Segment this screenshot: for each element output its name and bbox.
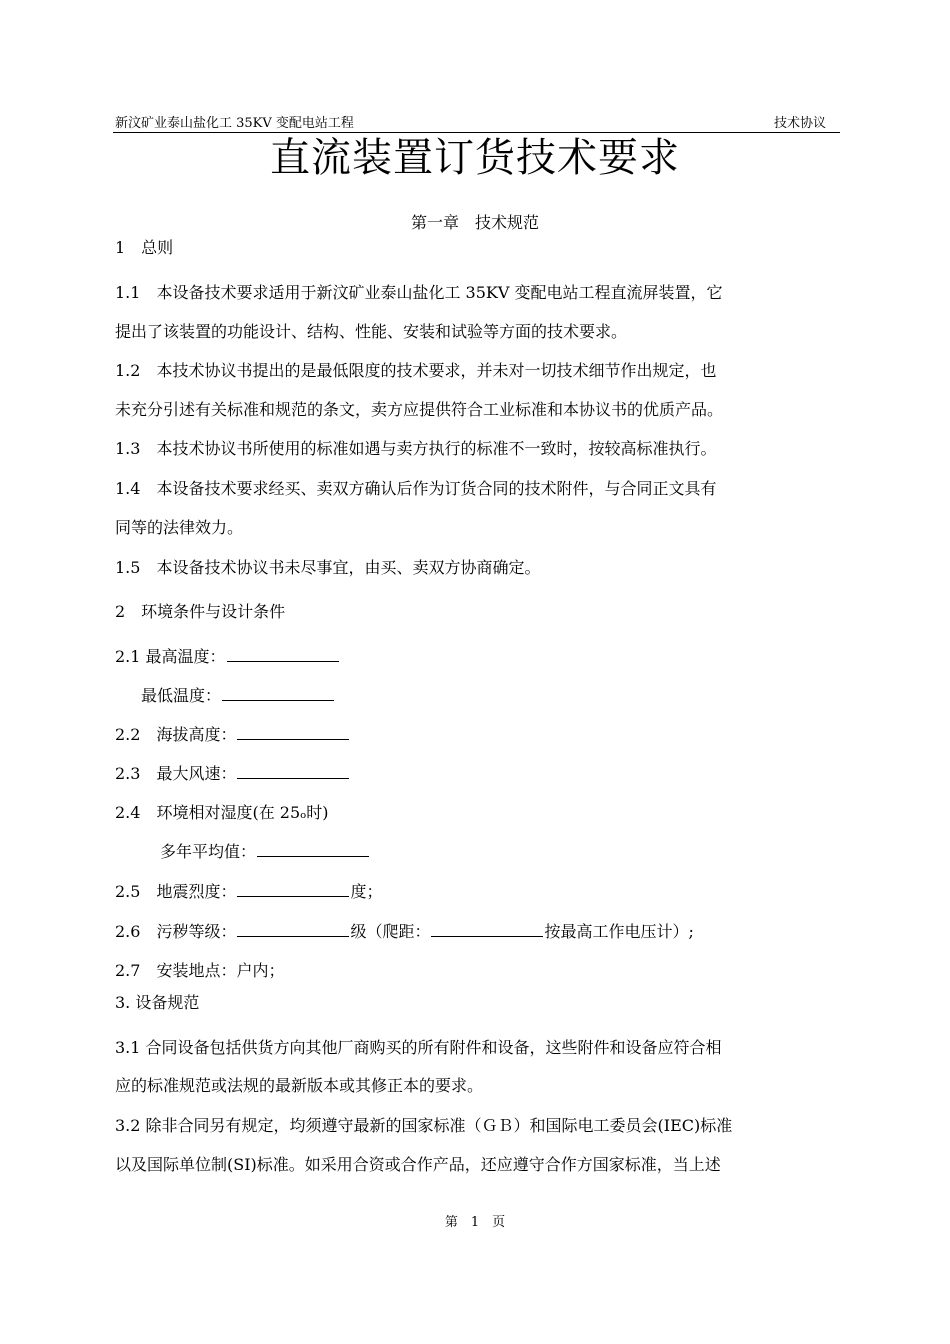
- page-number: 第 1 页: [444, 1215, 506, 1230]
- section-3-heading: 3. 设备规范: [115, 993, 200, 1012]
- annual-average-blank: [257, 840, 369, 857]
- min-temp-label: 最低温度：: [141, 686, 222, 705]
- clause-1-1-line-1: 1.1 本设备技术要求适用于新汶矿业泰山盐化工 35KV 变配电站工程直流屏装置，它: [115, 283, 723, 302]
- clause-3-1-line-2: 应的标准规范或法规的最新版本或其修正本的要求。: [115, 1076, 484, 1095]
- max-temp-blank: [227, 645, 339, 662]
- section-1-heading: 1 总则: [115, 238, 174, 257]
- clause-2-1-min-temp: [141, 684, 335, 708]
- clause-3-2-line-2: 以及国际单位制(SI)标准。如采用合资或合作产品，还应遵守合作方国家标准，当上述: [115, 1155, 721, 1174]
- seismic-label: 2.5 地震烈度：: [115, 882, 237, 901]
- clause-3-1-line-1: 3.1 合同设备包括供货方向其他厂商购买的所有附件和设备，这些附件和设备应符合相: [115, 1038, 722, 1057]
- clause-1-3: 1.3 本技术协议书所使用的标准如遇与卖方执行的标准不一致时，按较高标准执行。: [115, 439, 717, 458]
- clause-1-2-line-1: 1.2 本技术协议书提出的是最低限度的技术要求，并未对一切技术细节作出规定，也: [115, 361, 717, 380]
- clause-1-5: 1.5 本设备技术协议书未尽事宜，由买、卖双方协商确定。: [115, 558, 541, 577]
- creepage-note: 按最高工作电压计）;: [544, 922, 694, 941]
- clause-2-5-seismic: [115, 880, 382, 904]
- wind-speed-label: 2.3 最大风速：: [115, 764, 237, 783]
- clause-3-2-line-1: 3.2 除非合同另有规定，均须遵守最新的国家标准（ＧＢ）和国际电工委员会(IEC)标准: [115, 1116, 733, 1135]
- header-project-name: 新汶矿业泰山盐化工 35KV 变配电站工程: [115, 116, 354, 131]
- pollution-grade-blank: [237, 920, 349, 937]
- altitude-blank: [237, 723, 349, 740]
- min-temp-blank: [222, 684, 334, 701]
- clause-2-1-max-temp: [115, 645, 340, 669]
- clause-1-2-line-2: 未充分引述有关标准和规范的条文，卖方应提供符合工业标准和本协议书的优质产品。: [115, 400, 724, 419]
- altitude-label: 2.2 海拔高度：: [115, 725, 237, 744]
- seismic-blank: [237, 880, 349, 897]
- clause-2-4-humidity: 2.4 环境相对湿度(在 25ₒ时): [115, 803, 329, 822]
- document-title: 直流装置订货技术要求: [270, 135, 680, 181]
- clause-2-6-pollution: [115, 920, 694, 944]
- clause-2-4-annual-average: [160, 840, 370, 864]
- page-header: [113, 116, 840, 133]
- creepage-blank: [431, 920, 543, 937]
- clause-2-3-wind-speed: [115, 762, 350, 786]
- creepage-label: 级（爬距：: [350, 922, 431, 941]
- clause-2-2-altitude: [115, 723, 350, 747]
- clause-1-4-line-1: 1.4 本设备技术要求经买、卖双方确认后作为订货合同的技术附件，与合同正文具有: [115, 479, 717, 498]
- max-temp-label: 2.1 最高温度：: [115, 647, 226, 666]
- seismic-unit: 度；: [350, 882, 383, 901]
- pollution-label: 2.6 污秽等级：: [115, 922, 237, 941]
- section-2-heading: 2 环境条件与设计条件: [115, 602, 286, 621]
- chapter-heading: 第一章 技术规范: [410, 213, 539, 232]
- clause-2-7-location: 2.7 安装地点：户内；: [115, 961, 285, 980]
- wind-speed-blank: [237, 762, 349, 779]
- annual-average-label: 多年平均值：: [160, 842, 257, 861]
- header-doc-type: 技术协议: [773, 116, 826, 131]
- clause-1-1-line-2: 提出了该装置的功能设计、结构、性能、安装和试验等方面的技术要求。: [115, 322, 628, 341]
- clause-1-4-line-2: 同等的法律效力。: [115, 518, 244, 537]
